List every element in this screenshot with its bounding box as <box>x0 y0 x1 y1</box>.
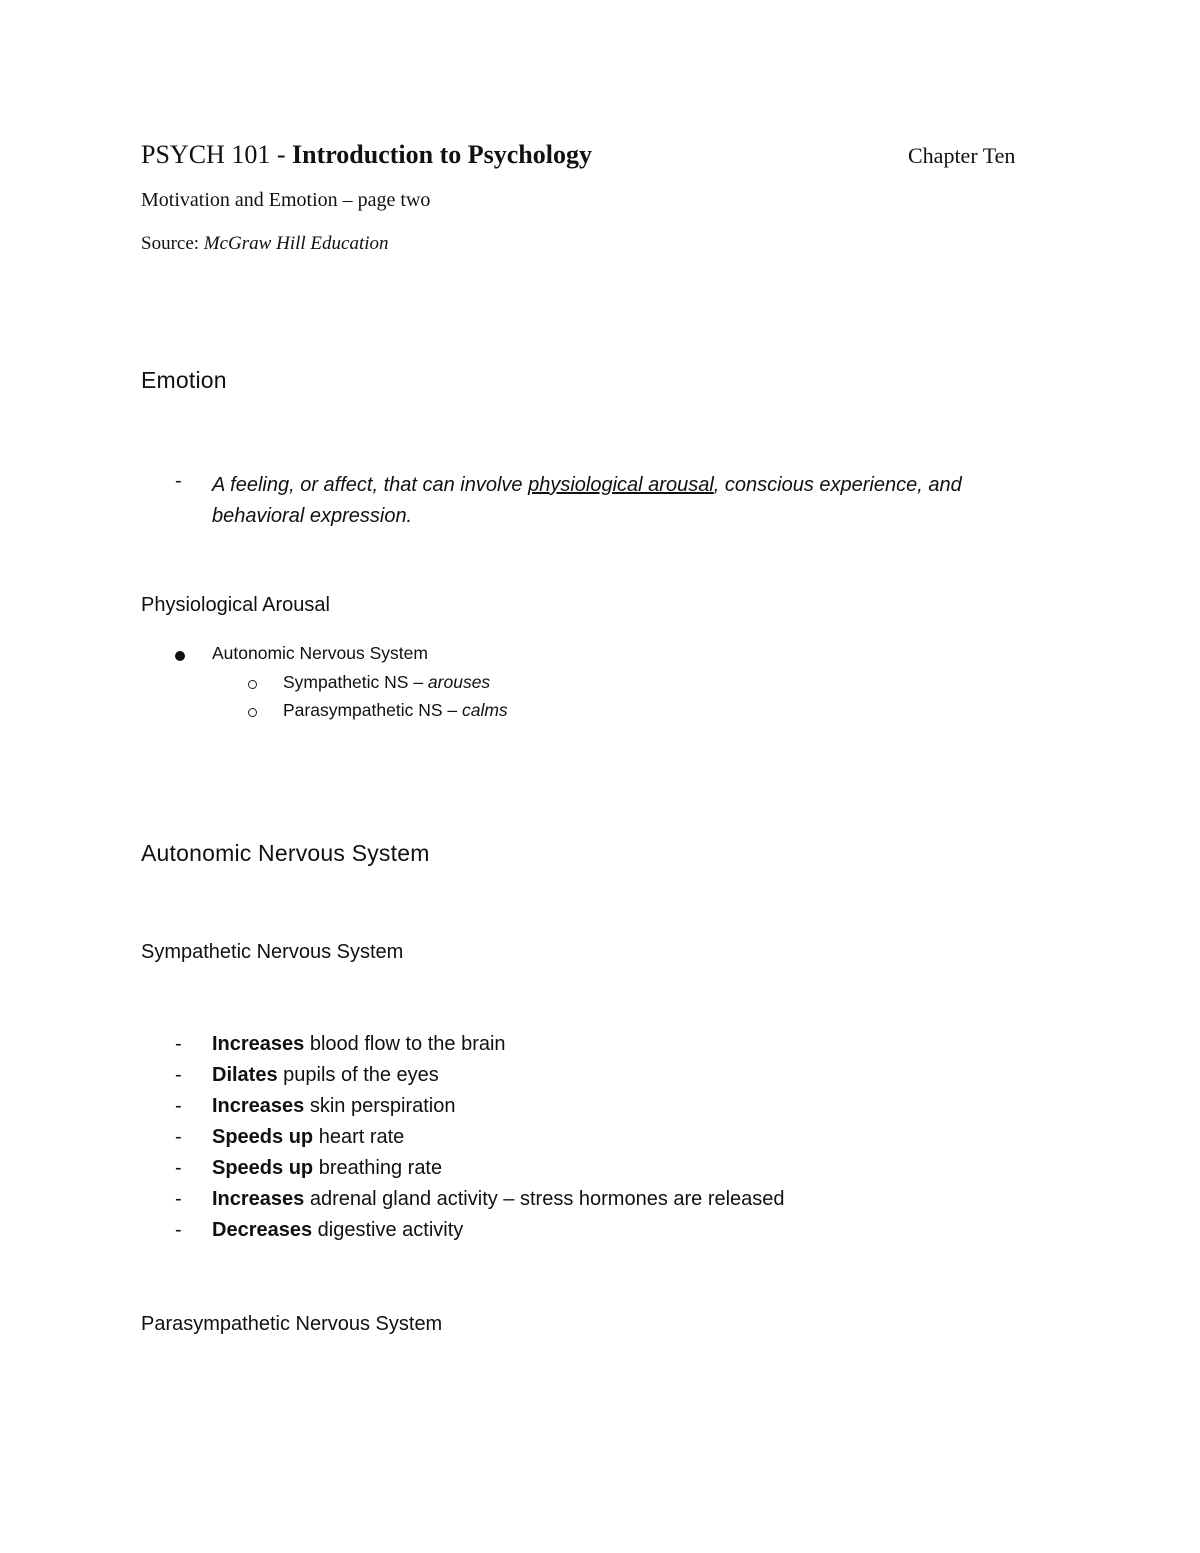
course-title <box>141 140 592 170</box>
sub-item-effect: arouses <box>427 672 491 692</box>
list-dash: - <box>175 1188 182 1210</box>
list-item-rest: heart rate <box>313 1126 405 1148</box>
list-item-rest: pupils of the eyes <box>277 1064 439 1086</box>
definition-underlined-term: physiological arousal <box>528 474 714 496</box>
emotion-definition <box>212 470 1042 532</box>
course-code: PSYCH 101 - <box>141 140 292 169</box>
physiological-arousal-heading: Physiological Arousal <box>141 594 330 616</box>
list-dash: - <box>175 1064 182 1086</box>
source-line <box>141 233 389 255</box>
definition-text-end: , conscious experience, and behavioral expression. <box>212 474 962 527</box>
autonomic-nervous-system-heading: Autonomic Nervous System <box>141 840 430 866</box>
list-item-rest: breathing rate <box>313 1157 443 1179</box>
list-dash: - <box>175 470 182 492</box>
page-subtitle: Motivation and Emotion – page two <box>141 189 431 211</box>
list-item-text <box>212 1188 785 1211</box>
definition-text: A feeling, or affect, that can involve <box>212 474 529 496</box>
list-item-text <box>212 1126 404 1149</box>
list-item-text <box>212 1157 442 1180</box>
bullet-autonomic-nervous-system: Autonomic Nervous System <box>212 643 428 663</box>
chapter-label: Chapter Ten <box>908 143 1016 168</box>
list-item-verb: Increases <box>212 1033 305 1055</box>
list-item-text <box>212 1064 439 1087</box>
list-item-rest: adrenal gland activity – stress hormones are released <box>304 1188 785 1210</box>
list-dash: - <box>175 1126 182 1148</box>
sub-item-label: Sympathetic NS – <box>283 672 428 692</box>
list-item-text <box>212 1033 506 1056</box>
list-item-verb: Speeds up <box>212 1157 314 1179</box>
parasympathetic-nervous-system-heading: Parasympathetic Nervous System <box>141 1313 443 1335</box>
list-dash: - <box>175 1157 182 1179</box>
sub-item-sympathetic <box>283 672 490 693</box>
source-name: McGraw Hill Education <box>203 233 389 254</box>
circle-bullet-icon <box>248 680 257 689</box>
list-dash: - <box>175 1033 182 1055</box>
list-item-rest: blood flow to the brain <box>304 1033 506 1055</box>
list-item-verb: Speeds up <box>212 1126 314 1148</box>
sub-item-effect: calms <box>461 700 508 720</box>
list-item-text <box>212 1219 463 1242</box>
list-dash: - <box>175 1219 182 1241</box>
emotion-heading: Emotion <box>141 367 227 393</box>
list-item-text <box>212 1095 455 1118</box>
list-dash: - <box>175 1095 182 1117</box>
circle-bullet-icon <box>248 708 257 717</box>
sub-item-label: Parasympathetic NS – <box>283 700 462 720</box>
list-item-verb: Decreases <box>212 1219 313 1241</box>
sub-item-parasympathetic <box>283 700 508 721</box>
list-item-rest: skin perspiration <box>304 1095 456 1117</box>
list-item-verb: Increases <box>212 1095 305 1117</box>
list-item-verb: Increases <box>212 1188 305 1210</box>
source-prefix: Source: <box>141 233 204 254</box>
bullet-icon <box>175 651 185 661</box>
sympathetic-nervous-system-heading: Sympathetic Nervous System <box>141 941 404 963</box>
list-item-verb: Dilates <box>212 1064 278 1086</box>
list-item-rest: digestive activity <box>312 1219 464 1241</box>
course-name: Introduction to Psychology <box>291 140 592 169</box>
